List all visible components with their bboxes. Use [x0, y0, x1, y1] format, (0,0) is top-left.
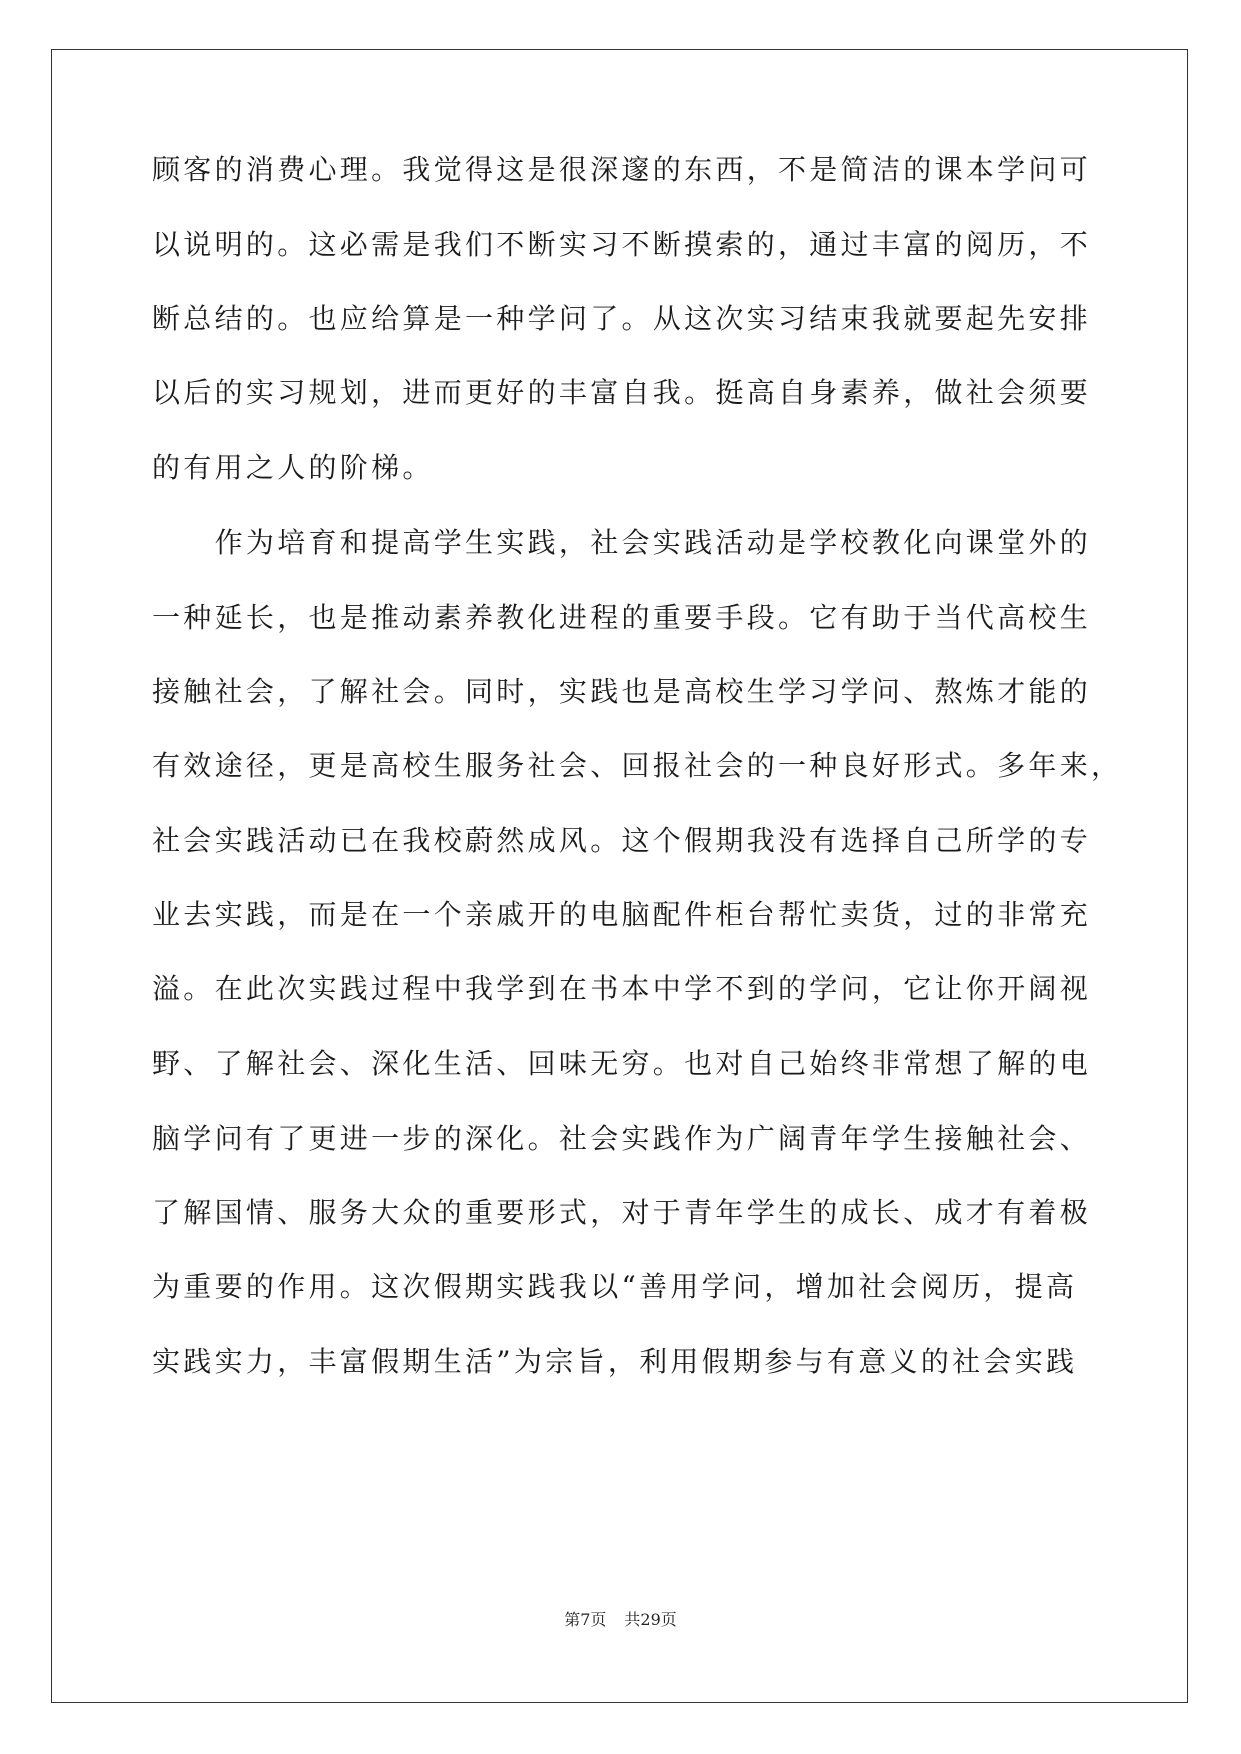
text-line: 为重要的作用。这次假期实践我以“善用学问，增加社会阅历，提高 — [152, 1270, 1078, 1303]
text-line: 断总结的。也应给算是一种学问了。从这次实习结束我就要起先安排 — [152, 302, 1092, 335]
text-line: 顾客的消费心理。我觉得这是很深邃的东西，不是简洁的课本学问可 — [152, 153, 1092, 186]
text-line: 了解国情、服务大众的重要形式，对于青年学生的成长、成才有着极 — [152, 1196, 1092, 1229]
text-line: 业去实践，而是在一个亲戚开的电脑配件柜台帮忙卖货，过的非常充 — [152, 898, 1092, 931]
text-line: 脑学问有了更进一步的深化。社会实践作为广阔青年学生接触社会、 — [152, 1122, 1092, 1155]
text-line: 的有用之人的阶梯。 — [152, 451, 434, 484]
page-border — [51, 49, 1188, 1703]
page-total: 共29页 — [624, 1610, 677, 1629]
text-line: 有效途径，更是高校生服务社会、回报社会的一种良好形式。多年来， — [152, 749, 1123, 782]
page-footer — [0, 1609, 1241, 1631]
text-line: 实践实力，丰富假期生活”为宗旨，利用假期参与有意义的社会实践 — [152, 1345, 1078, 1378]
page-number: 第7页 — [564, 1610, 607, 1629]
text-line: 作为培育和提高学生实践，社会实践活动是学校教化向课堂外的 — [152, 526, 1092, 559]
text-line: 以说明的。这必需是我们不断实习不断摸索的，通过丰富的阅历，不 — [152, 228, 1092, 261]
text-line: 溢。在此次实践过程中我学到在书本中学不到的学问，它让你开阔视 — [152, 972, 1092, 1005]
text-line: 一种延长，也是推动素养教化进程的重要手段。它有助于当代高校生 — [152, 601, 1092, 634]
text-line: 社会实践活动已在我校蔚然成风。这个假期我没有选择自己所学的专 — [152, 824, 1092, 857]
text-line: 野、了解社会、深化生活、回味无穷。也对自己始终非常想了解的电 — [152, 1047, 1092, 1080]
text-line: 以后的实习规划，进而更好的丰富自我。挺高自身素养，做社会须要 — [152, 376, 1092, 409]
text-line: 接触社会，了解社会。同时，实践也是高校生学习学问、熬炼才能的 — [152, 675, 1092, 708]
